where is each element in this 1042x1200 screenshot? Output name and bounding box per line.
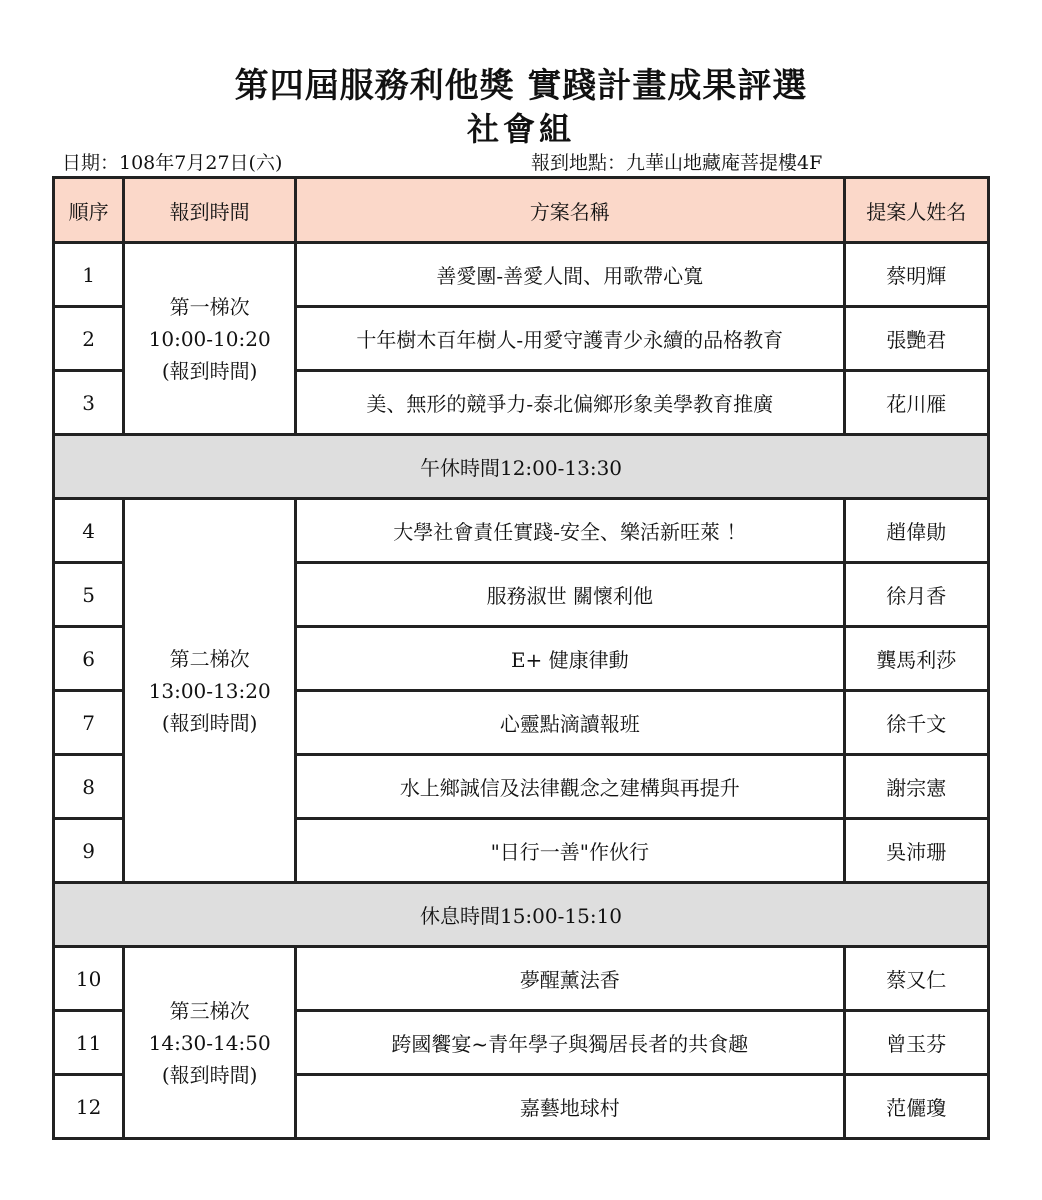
proposer-name: 趙偉勛 <box>844 499 989 563</box>
proposer-name: 徐千文 <box>844 691 989 755</box>
session-time: 10:00-10:20 <box>148 326 271 351</box>
session-note: (報到時間) <box>161 1062 258 1087</box>
schedule-table <box>52 176 990 1140</box>
break-row <box>54 883 989 947</box>
session-name: 第二梯次 <box>169 646 250 671</box>
project-name: 服務淑世 關懷利他 <box>296 563 844 627</box>
table-row <box>54 947 989 1011</box>
proposer-name: 曾玉芬 <box>844 1011 989 1075</box>
header-no: 順序 <box>54 178 124 243</box>
proposer-name: 龔馬利莎 <box>844 627 989 691</box>
proposer-name: 花川雁 <box>844 371 989 435</box>
proposer-name: 吳沛珊 <box>844 819 989 883</box>
session-name: 第一梯次 <box>169 294 250 319</box>
row-no: 6 <box>54 627 124 691</box>
row-no: 2 <box>54 307 124 371</box>
row-no: 12 <box>54 1075 124 1139</box>
session-cell <box>124 243 296 435</box>
project-name: 跨國饗宴~青年學子與獨居長者的共食趣 <box>296 1011 844 1075</box>
page-title: 第四屆服務利他獎 實踐計畫成果評選 <box>234 66 808 106</box>
project-name: 大學社會責任實踐-安全、樂活新旺萊 ！ <box>296 499 844 563</box>
row-no: 10 <box>54 947 124 1011</box>
session-time: 14:30-14:50 <box>148 1030 271 1055</box>
row-no: 8 <box>54 755 124 819</box>
session-cell <box>124 947 296 1139</box>
project-name: 嘉藝地球村 <box>296 1075 844 1139</box>
break-label: 午休時間12:00-13:30 <box>54 435 989 499</box>
project-name: "日行一善"作伙行 <box>296 819 844 883</box>
row-no: 5 <box>54 563 124 627</box>
row-no: 11 <box>54 1011 124 1075</box>
table-row <box>54 243 989 307</box>
project-name: 善愛團-善愛人間、用歌帶心寬 <box>296 243 844 307</box>
row-no: 9 <box>54 819 124 883</box>
proposer-name: 張艷君 <box>844 307 989 371</box>
project-name: 水上鄉誠信及法律觀念之建構與再提升 <box>296 755 844 819</box>
header-proposer: 提案人姓名 <box>844 178 989 243</box>
table-row <box>54 499 989 563</box>
break-row <box>54 435 989 499</box>
break-label: 休息時間15:00-15:10 <box>54 883 989 947</box>
session-time: 13:00-13:20 <box>148 678 271 703</box>
table-header-row <box>54 178 989 243</box>
page-subtitle: 社會組 <box>466 110 575 148</box>
session-note: (報到時間) <box>161 710 258 735</box>
row-no: 3 <box>54 371 124 435</box>
header-time: 報到時間 <box>124 178 296 243</box>
row-no: 1 <box>54 243 124 307</box>
proposer-name: 范儷瓊 <box>844 1075 989 1139</box>
session-name: 第三梯次 <box>169 998 250 1023</box>
proposer-name: 蔡又仁 <box>844 947 989 1011</box>
header-project: 方案名稱 <box>296 178 844 243</box>
date-label: 日期：108年7月27日(六) <box>62 152 283 174</box>
proposer-name: 徐月香 <box>844 563 989 627</box>
project-name: 心靈點滴讀報班 <box>296 691 844 755</box>
project-name: 十年樹木百年樹人-用愛守護青少永續的品格教育 <box>296 307 844 371</box>
project-name: 美、無形的競爭力-泰北偏鄉形象美學教育推廣 <box>296 371 844 435</box>
row-no: 4 <box>54 499 124 563</box>
project-name: E+ 健康律動 <box>296 627 844 691</box>
proposer-name: 蔡明輝 <box>844 243 989 307</box>
session-note: (報到時間) <box>161 358 258 383</box>
location-label: 報到地點：九華山地藏庵菩提樓4F <box>531 152 823 174</box>
proposer-name: 謝宗憲 <box>844 755 989 819</box>
session-cell <box>124 499 296 883</box>
project-name: 夢醒薰法香 <box>296 947 844 1011</box>
row-no: 7 <box>54 691 124 755</box>
